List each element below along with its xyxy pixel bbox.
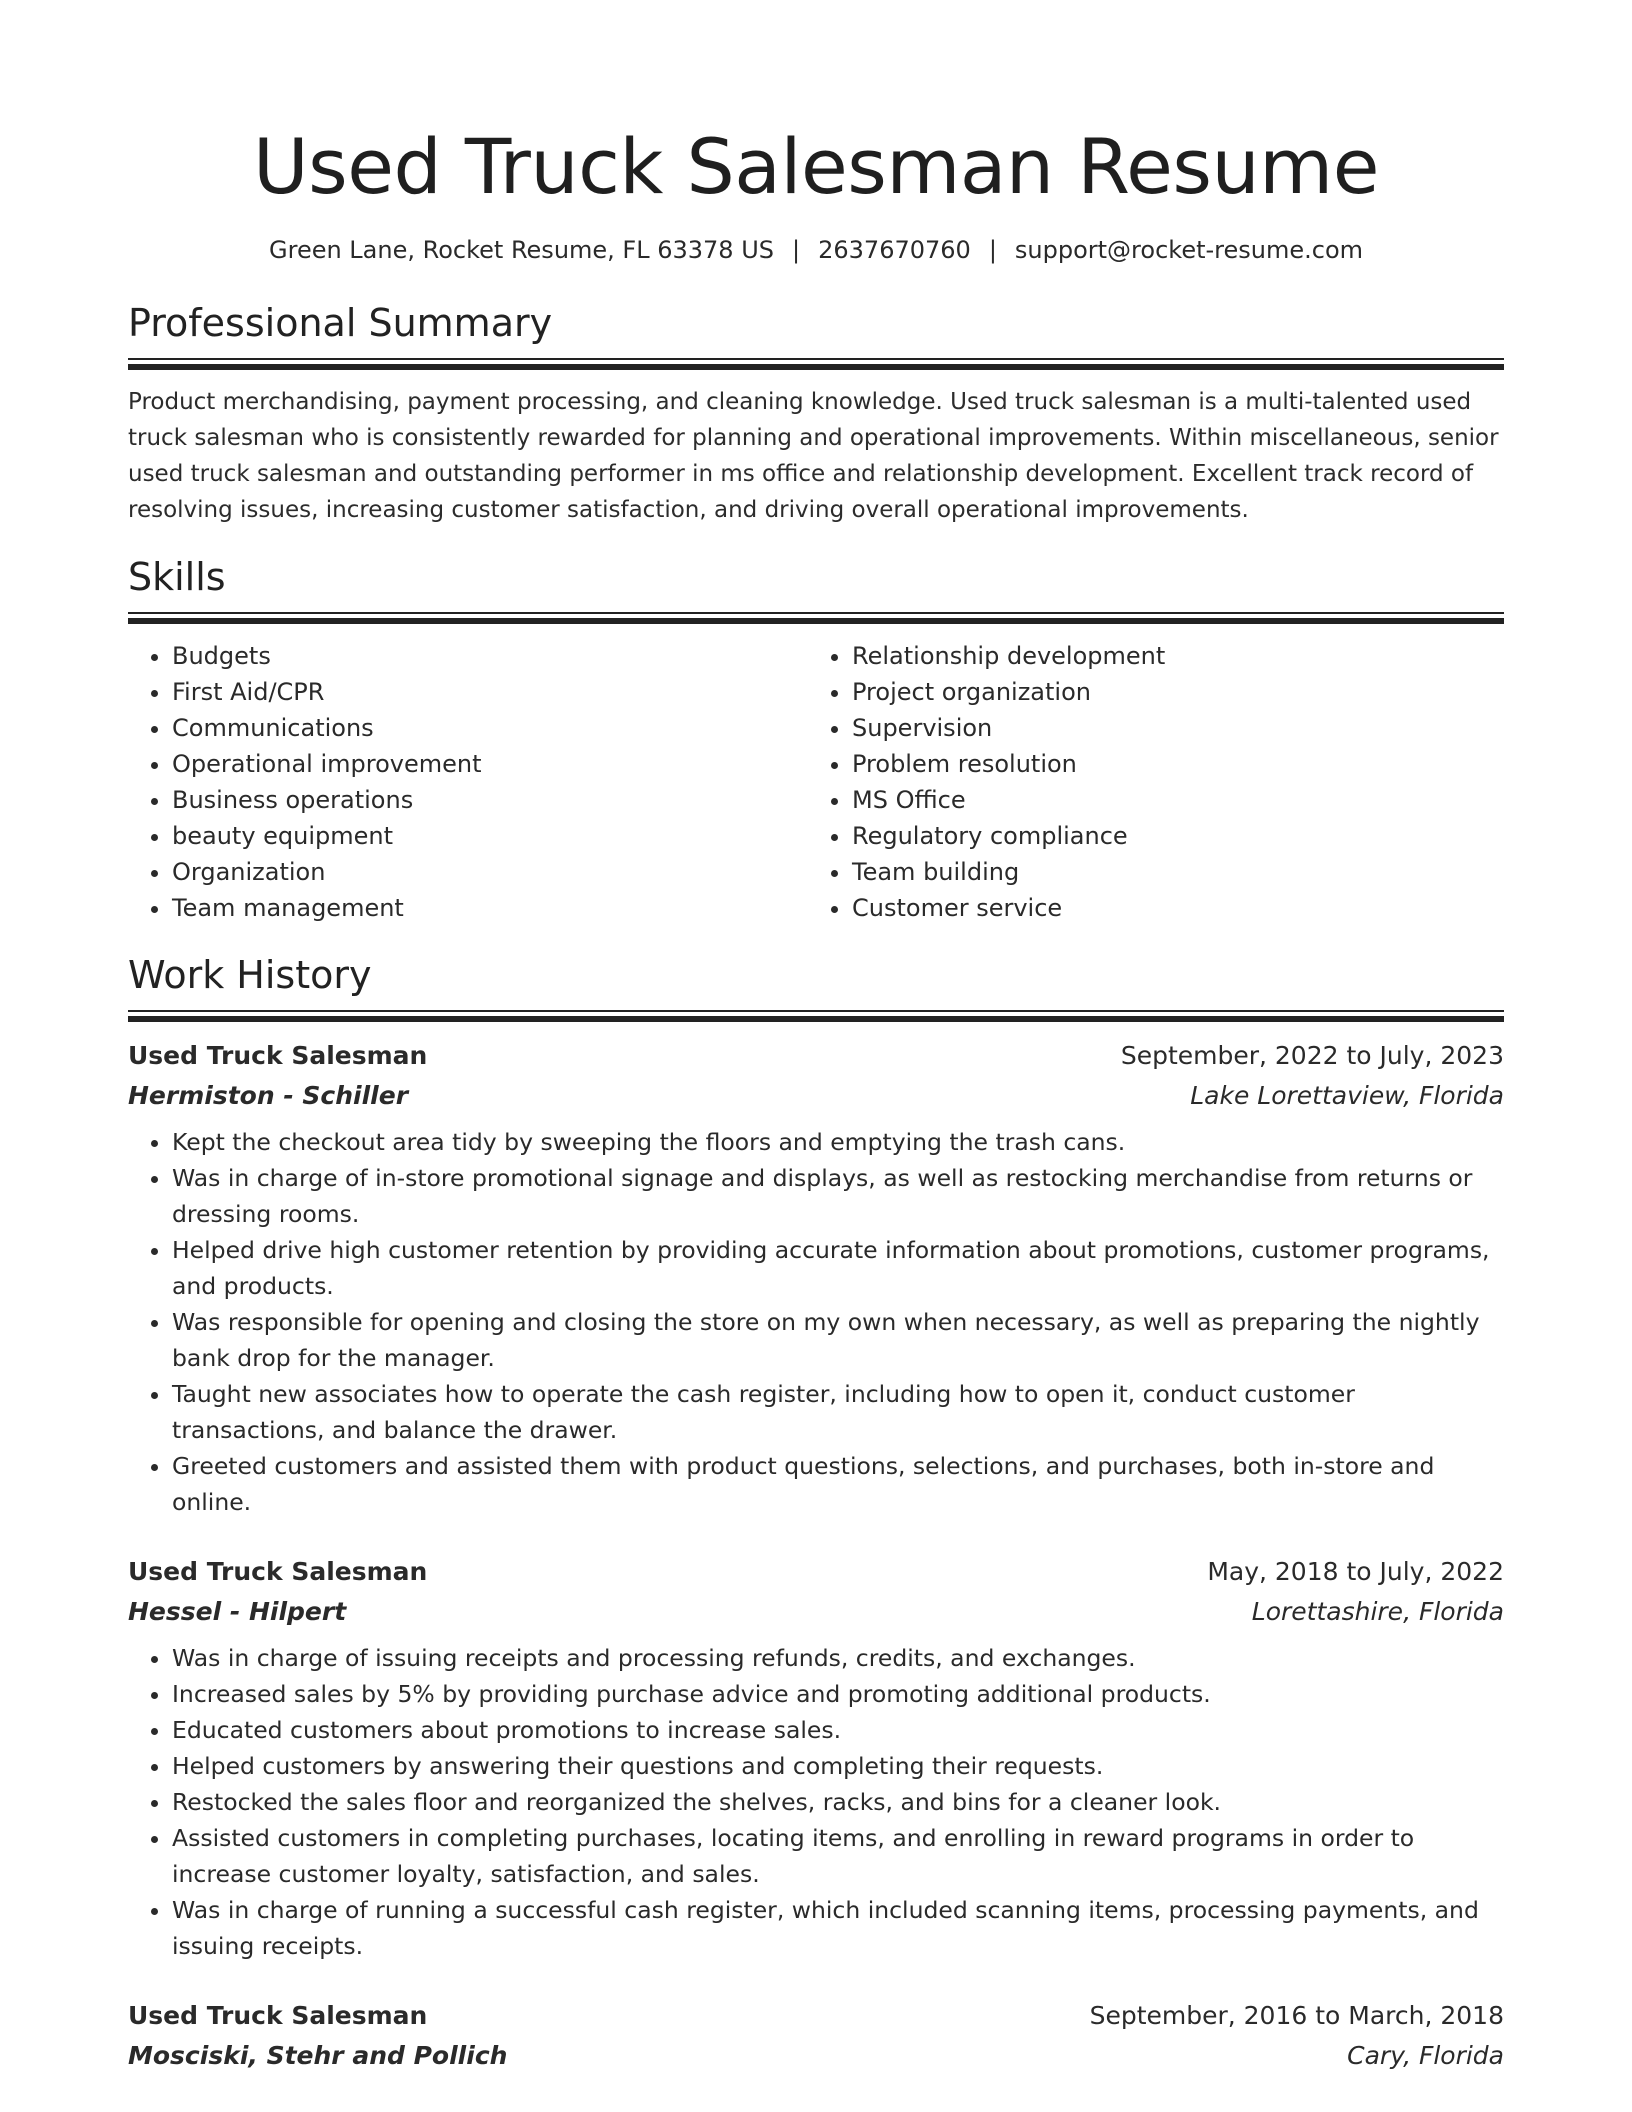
- job-entry: [128, 1996, 1504, 2076]
- job-subheader: [128, 2036, 1504, 2076]
- contact-phone: 2637670760: [818, 236, 971, 264]
- skill-item: • Team building: [852, 854, 1488, 890]
- skills-list: [128, 638, 1504, 926]
- section-divider: [128, 612, 1504, 622]
- job-bullet: • Was responsible for opening and closing the store on my own when necessary, as well as preparing the nightly bank drop for the manager.: [172, 1304, 1504, 1376]
- job-entry: [128, 1036, 1504, 1520]
- job-bullet: • Educated customers about promotions to increase sales.: [172, 1712, 1504, 1748]
- job-bullets: [128, 1640, 1504, 1964]
- summary-text: Product merchandising, payment processing, and cleaning knowledge. Used truck salesman is a multi-talented used truck salesman who is consistently rewarded for planning and operational improvements. Within miscellaneous, senior used truck salesman and outstanding performer in ms office and relationship development. Excellent track record of resolving issues, increasing customer satisfaction, and driving overall operational improvements.: [128, 389, 1499, 523]
- job-bullet: • Assisted customers in completing purchases, locating items, and enrolling in reward programs in order to increase customer loyalty, satisfaction, and sales.: [172, 1820, 1504, 1892]
- job-dates: May, 2018 to July, 2022: [1207, 1557, 1504, 1586]
- skill-item: • Problem resolution: [852, 746, 1488, 782]
- job-title: Used Truck Salesman: [128, 2001, 428, 2030]
- job-bullet: • Was in charge of issuing receipts and processing refunds, credits, and exchanges.: [172, 1640, 1504, 1676]
- skill-item: • Business operations: [172, 782, 808, 818]
- job-company: Hermiston - Schiller: [128, 1081, 409, 1110]
- resume-page: [128, 0, 1504, 2076]
- skills-column-right: [808, 638, 1488, 926]
- job-location: Cary, Florida: [1347, 2041, 1504, 2070]
- skill-item: • Regulatory compliance: [852, 818, 1488, 854]
- job-dates: September, 2022 to July, 2023: [1120, 1041, 1504, 1070]
- job-entry: [128, 1552, 1504, 1964]
- contact-email: support@rocket-resume.com: [1014, 236, 1363, 264]
- job-bullet: • Greeted customers and assisted them with product questions, selections, and purchases, both in-store and online.: [172, 1448, 1504, 1520]
- job-subheader: [128, 1592, 1504, 1632]
- skills-section: [128, 554, 1504, 926]
- summary-section: [128, 300, 1504, 528]
- skill-item: • Supervision: [852, 710, 1488, 746]
- section-divider: [128, 1010, 1504, 1020]
- contact-separator: |: [792, 236, 801, 264]
- skill-item: • Budgets: [172, 638, 808, 674]
- job-subheader: [128, 1076, 1504, 1116]
- contact-separator: |: [988, 236, 997, 264]
- job-location: Lake Lorettaview, Florida: [1190, 1081, 1504, 1110]
- skill-item: • Customer service: [852, 890, 1488, 926]
- skill-item: • Communications: [172, 710, 808, 746]
- job-bullet: • Kept the checkout area tidy by sweeping the floors and emptying the trash cans.: [172, 1124, 1504, 1160]
- contact-line: [128, 234, 1504, 266]
- skill-item: • beauty equipment: [172, 818, 808, 854]
- section-heading-work-history: Work History: [128, 953, 372, 997]
- job-header: [128, 1996, 1504, 2036]
- work-history-section: [128, 952, 1504, 2076]
- job-location: Lorettashire, Florida: [1251, 1597, 1504, 1626]
- section-divider: [128, 358, 1504, 368]
- job-bullet: • Increased sales by 5% by providing purchase advice and promoting additional products.: [172, 1676, 1504, 1712]
- skill-item: • Organization: [172, 854, 808, 890]
- job-bullet: • Helped drive high customer retention by providing accurate information about promotions, customer programs, and products.: [172, 1232, 1504, 1304]
- job-bullet: • Helped customers by answering their questions and completing their requests.: [172, 1748, 1504, 1784]
- section-heading-summary: Professional Summary: [128, 301, 553, 345]
- job-header: [128, 1036, 1504, 1076]
- job-header: [128, 1552, 1504, 1592]
- job-title: Used Truck Salesman: [128, 1041, 428, 1070]
- resume-title: Used Truck Salesman Resume: [253, 122, 1379, 211]
- job-bullets: [128, 1124, 1504, 1520]
- skill-item: • Relationship development: [852, 638, 1488, 674]
- skills-column-left: [128, 638, 808, 926]
- job-title: Used Truck Salesman: [128, 1557, 428, 1586]
- job-company: Mosciski, Stehr and Pollich: [128, 2041, 508, 2070]
- contact-address: Green Lane, Rocket Resume, FL 63378 US: [269, 236, 775, 264]
- skill-item: • Project organization: [852, 674, 1488, 710]
- job-bullet: • Restocked the sales floor and reorganized the shelves, racks, and bins for a cleaner look.: [172, 1784, 1504, 1820]
- job-company: Hessel - Hilpert: [128, 1597, 347, 1626]
- job-bullet: • Was in charge of in-store promotional signage and displays, as well as restocking merchandise from returns or dressing rooms.: [172, 1160, 1504, 1232]
- job-bullet: • Taught new associates how to operate the cash register, including how to open it, conduct customer transactions, and balance the drawer.: [172, 1376, 1504, 1448]
- skill-item: • First Aid/CPR: [172, 674, 808, 710]
- job-dates: September, 2016 to March, 2018: [1089, 2001, 1504, 2030]
- skill-item: • Team management: [172, 890, 808, 926]
- section-heading-skills: Skills: [128, 555, 226, 599]
- skill-item: • Operational improvement: [172, 746, 808, 782]
- skill-item: • MS Office: [852, 782, 1488, 818]
- job-bullet: • Was in charge of running a successful cash register, which included scanning items, processing payments, and issuing receipts.: [172, 1892, 1504, 1964]
